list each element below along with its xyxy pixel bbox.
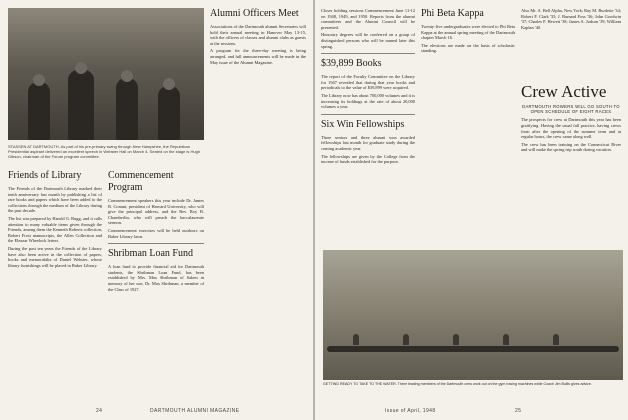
list-column <box>521 8 621 32</box>
shribman-headline: Shribman Loan Fund <box>108 248 193 260</box>
books-paragraph: The Library now has about 700,000 volumes and it is increasing its holdings at the rate of about 20,000 volumes a year. <box>321 92 415 110</box>
left-page <box>0 0 313 420</box>
phi-beta-kappa-paragraph: Twenty-five undergraduates were elected to Phi Beta Kappa at the annual spring meeting of the Dartmouth chapter March 16. <box>421 24 515 41</box>
crew-paragraph: The prospects for crew at Dartmouth this year has been gratifying. Having the usual fall practice, having crews from after the opening of the summer term and at regular hours, the crew came along well. <box>521 117 621 140</box>
commencement-paragraph: Commencement speakers this year include Dr. James B. Conant, president of Harvard University, who will give the principal address, and the Rev. Roy B. Chamberlin, who will preach the baccalaureate sermon. <box>108 198 204 226</box>
alumni-officers-paragraph: A program for the three-day meeting is being arranged, and full announcements will be made in the May issue of the Alumni Magazine. <box>210 48 306 65</box>
commencement-headline: Commencement Program <box>108 170 174 193</box>
intro-paragraph: Closer holding sessions Commencement June 11-12 on 1948, 1949, and 1950. Reports from the alumni committees and the Alumni Council will be presented. <box>321 8 415 30</box>
crew-headline: Crew Active <box>521 82 607 101</box>
friends-paragraph: The Friends of the Dartmouth Library marked their tenth anniversary last month by publishing a list of rare books and papers which have been added to the collections through the medium of the Library during the past decade. <box>8 186 102 214</box>
phibeta-column <box>421 8 515 56</box>
intro-paragraph: Honorary degrees will be conferred on a group of distinguished persons who will be named later this spring. <box>321 32 415 49</box>
stassen-photo <box>8 8 204 140</box>
crew-deck: DARTMOUTH ROWERS WILL GO SOUTH TO OPEN SCHEDULE OF EIGHT RACES <box>522 104 620 115</box>
right-page <box>315 0 628 420</box>
friends-headline: Friends of Library <box>8 170 82 181</box>
issue-footer: Issue of April, 1948 <box>385 408 436 414</box>
name-list: Also Mr. A. Bell Alpha, New York; Ray M. Burdette '34; Robert F. Clark '35; J. Barnard Foss '36; John Goodwin '37; Charles F. Hewett '38; James A. Judson '39; William Kaplan '40. <box>521 8 621 30</box>
magazine-title-footer: DARTMOUTH ALUMNI MAGAZINE <box>150 408 240 414</box>
books-headline: $39,899 Books <box>321 58 382 70</box>
alumni-officers-headline: Alumni Officers Meet <box>210 8 299 19</box>
phi-beta-kappa-headline: Phi Beta Kappa <box>421 8 484 19</box>
crew-photo <box>323 250 623 380</box>
crew-paragraph: The crew has been training on the Connecticut River and will make the spring trip south during vacation. <box>521 141 621 153</box>
phi-beta-kappa-paragraph: The elections are made on the basis of scholastic standing. <box>421 42 515 54</box>
officers-column <box>210 8 306 67</box>
intro-column <box>321 8 415 167</box>
fellowships-paragraph: Three seniors and three alumni won awarded fellowships last month for graduate study during the coming academic year. <box>321 134 415 151</box>
crew-photo-caption: GETTING READY TO TAKE TO THE WATER. Three leading members of the Dartmouth crew work out on the gym rowing machines while Coach Jim Bullis gives advice. <box>323 382 592 386</box>
friends-paragraph: During the past ten years the Friends of the Library have also been active in the collection of papers, books and memorabilia of Daniel Webster, whose library furnishings will be placed in Baker Library. <box>8 245 102 268</box>
friends-paragraph: The list was prepared by Harold G. Rugg, and it calls attention to many valuable items given through the Friends, among them the Kenneth Roberts collection, Robert Frost manuscripts, the Allen Collection and the Eleazar Wheelock letters. <box>8 215 102 244</box>
books-paragraph: The report of the Faculty Committee on the Library for 1947 revealed that during that year books and periodicals to the value of $39,899 were acquired. <box>321 74 415 91</box>
fellowships-paragraph: The fellowships are given by the College from the income of funds established for the purpose. <box>321 153 415 165</box>
page-number-left: 24 <box>96 408 103 414</box>
fellowships-headline: Six Win Fellowships <box>321 118 405 130</box>
commencement-column <box>108 170 204 294</box>
page-number-right: 25 <box>515 408 522 414</box>
friends-column <box>8 170 102 270</box>
photo-caption: STASSEN AT DARTMOUTH. As part of his pre-primary swing through New Hampshire, the Republican Presidential aspirant delivered an excellent speech in Webster Hall on March 4. Seated on the stage is Hugh Gibson, chairman of the Forum program committee. <box>8 144 201 159</box>
commencement-paragraph: Commencement exercises will be held outdoors on Baker Library lawn. <box>108 227 204 239</box>
alumni-officers-paragraph: Associations of the Dartmouth alumni Secretaries will hold their annual meeting in Hanover May 13-15, with the officers of classes and alumni clubs as guests at the sessions. <box>210 24 306 46</box>
crew-column <box>521 82 621 155</box>
shribman-paragraph: A loan fund to provide financial aid for Dartmouth students, the Shribman Loan Fund, has been established by Mrs. Max Shribman of Salem in memory of her son, Dr. Max Shribman, a member of the Class of 1927. <box>108 264 204 292</box>
